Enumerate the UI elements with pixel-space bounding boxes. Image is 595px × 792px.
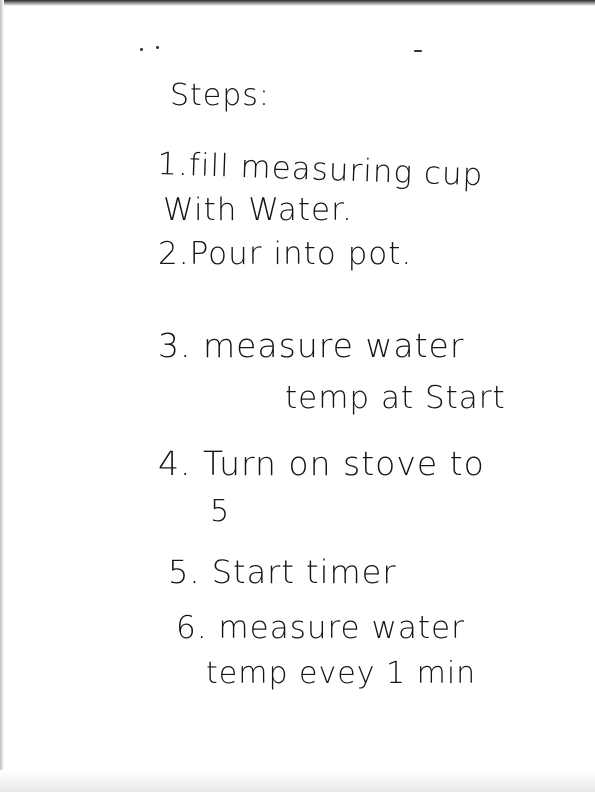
step-6-line-1: 6. measure water: [176, 610, 465, 646]
steps-heading: Steps:: [170, 78, 271, 113]
step-1-line-2: With Water.: [163, 192, 353, 228]
paper-top-edge: [0, 0, 595, 6]
step-2-line-1: 2.Pour into pot.: [158, 236, 413, 272]
pencil-mark: [414, 50, 422, 52]
step-6-line-2: temp evey 1 min: [206, 656, 477, 691]
pencil-mark: [140, 48, 143, 51]
paper-left-edge: [0, 0, 4, 792]
pencil-mark: [156, 46, 159, 49]
step-4-line-2: 5: [210, 494, 231, 529]
step-3-line-2: temp at Start: [285, 380, 506, 416]
step-1-line-1: 1.fill measuring cup: [156, 146, 484, 194]
step-4-line-1: 4. Turn on stove to: [158, 444, 485, 483]
step-3-line-1: 3. measure water: [158, 326, 465, 365]
paper-bottom-shadow: [0, 770, 595, 792]
step-5-line-1: 5. Start timer: [168, 553, 397, 591]
